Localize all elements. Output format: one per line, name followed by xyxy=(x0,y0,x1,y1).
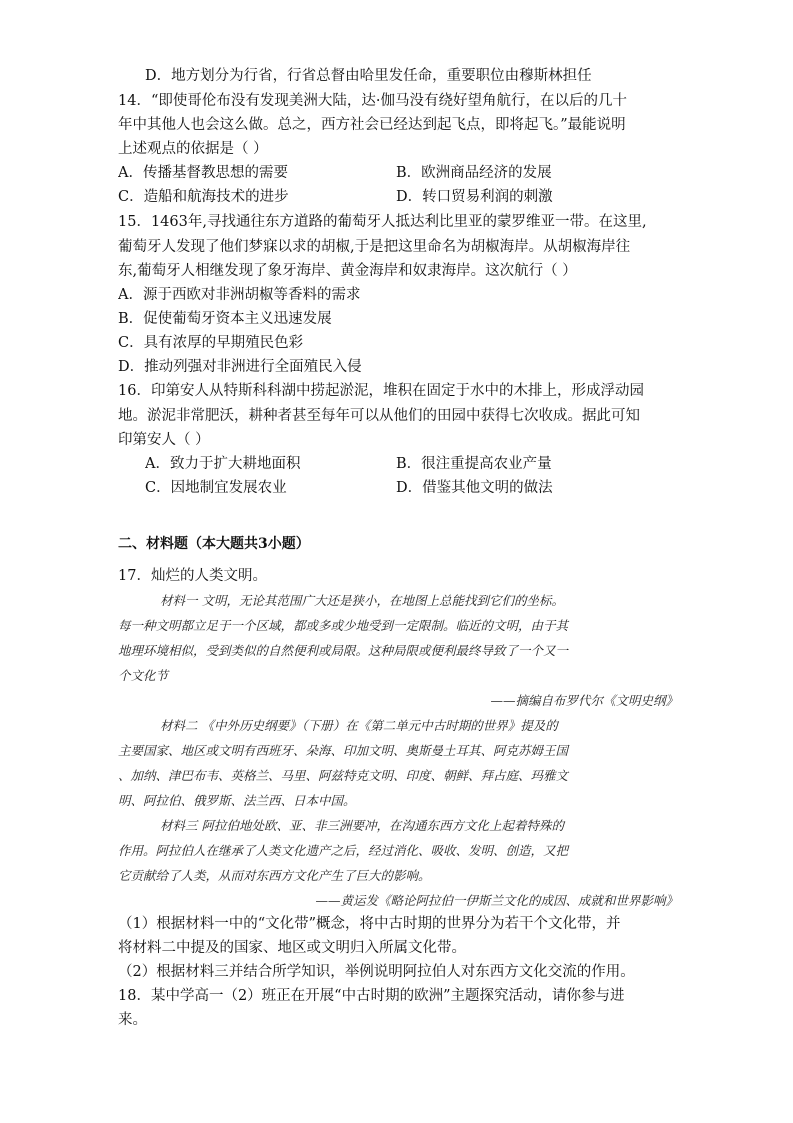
material3-line2: 作用。阿拉伯人在继承了人类文化遗产之后，经过消化、吸收、发明、创造，又把 xyxy=(118,843,569,858)
material2-line4: 明、阿拉伯、俄罗斯、法兰西、日本中国。 xyxy=(118,793,356,808)
q16-option-d: D．借鉴其他文明的做法 xyxy=(396,480,553,496)
q14-option-b: B．欧洲商品经济的发展 xyxy=(396,165,552,181)
q15-option-c: C．具有浓厚的早期殖民色彩 xyxy=(118,335,304,351)
material2-line1: 材料二 《中外历史纲要》（下册）在《第二单元中古时期的世界》提及的 xyxy=(160,718,558,733)
q14-stem-line3: 上述观点的依据是（ ） xyxy=(118,141,268,157)
q16-options-row2 xyxy=(145,476,705,500)
q14-stem-line2: 年中其他人也会这么做。总之，西方社会已经达到起飞点，即将起飞。”最能说明 xyxy=(118,117,626,133)
q18-stem-line2: 来。 xyxy=(118,1012,147,1028)
q15-option-a: A．源于西欧对非洲胡椒等香料的需求 xyxy=(118,287,361,303)
q15-option-d: D．推动列强对非洲进行全面殖民入侵 xyxy=(118,359,362,375)
q17-ask1-line2: 将材料二中提及的国家、地区或文明归入所属文化带。 xyxy=(118,940,466,956)
q15-stem-line1: 15．1463年,寻找通往东方道路的葡萄牙人抵达利比里亚的蒙罗维亚一带。在这里, xyxy=(118,214,647,230)
q14-option-c: C．造船和航海技术的进步 xyxy=(118,189,289,205)
q13-option-d: D．地方划分为行省，行省总督由哈里发任命，重要职位由穆斯林担任 xyxy=(145,68,592,84)
q16-stem-line2: 地。淤泥非常肥沃，耕种者甚至每年可以从他们的田园中获得七次收成。据此可知 xyxy=(118,408,640,424)
q14-options-row1 xyxy=(118,161,678,185)
q16-stem-line3: 印第安人（ ） xyxy=(118,432,210,448)
section-heading: 二、材料题（本大题共3小题） xyxy=(118,536,310,552)
q15-stem-line3: 东,葡萄牙人相继发现了象牙海岸、黄金海岸和奴隶海岸。这次航行（ ） xyxy=(118,263,577,279)
q16-option-c: C．因地制宜发展农业 xyxy=(145,480,287,496)
q16-stem-line1: 16．印第安人从特斯科科湖中捞起淤泥，堆积在固定于水中的木排上，形成浮动园 xyxy=(118,383,644,399)
q17-ask2: （2）根据材料三并结合所学知识，举例说明阿拉伯人对东西方文化交流的作用。 xyxy=(118,964,635,980)
q17-ask1-line1: （1）根据材料一中的“文化带”概念，将中古时期的世界分为若干个文化带，并 xyxy=(118,916,621,932)
q16-option-b: B．很注重提高农业产量 xyxy=(396,456,552,472)
material3-source: ——黄运发《略论阿拉伯一伊斯兰文化的成因、成就和世界影响》 xyxy=(315,893,678,908)
material1-line2: 每一种文明都立足于一个区域，都或多或少地受到一定限制。临近的文明，由于其 xyxy=(118,618,569,633)
q14-stem-line1: 14．“即使哥伦布没有发现美洲大陆，达·伽马没有绕好望角航行，在以后的几十 xyxy=(118,93,627,109)
material2-line2: 主要国家、地区或文明有西班牙、朵海、印加文明、奥斯曼土耳其、阿克苏姆王国 xyxy=(118,743,569,758)
material2-line3: 、加纳、津巴布韦、英格兰、马里、阿兹特克文明、印度、朝鲜、拜占庭、玛雅文 xyxy=(118,768,569,783)
material1-source: ——摘编自布罗代尔《文明史纲》 xyxy=(490,693,678,708)
material1-line1: 材料一 文明，无论其范围广大还是狭小，在地图上总能找到它们的坐标。 xyxy=(160,593,564,608)
q14-option-d: D．转口贸易利润的刺激 xyxy=(396,189,553,205)
material3-line3: 它贡献给了人类，从而对东西方文化产生了巨大的影响。 xyxy=(118,868,431,883)
q16-options-row1 xyxy=(145,452,705,476)
q16-option-a: A．致力于扩大耕地面积 xyxy=(145,456,301,472)
q14-option-a: A．传播基督教思想的需要 xyxy=(118,165,288,181)
q15-stem-line2: 葡萄牙人发现了他们梦寐以求的胡椒,于是把这里命名为胡椒海岸。从胡椒海岸往 xyxy=(118,239,631,255)
q18-stem-line1: 18．某中学高一（2）班正在开展“中古时期的欧洲”主题探究活动，请你参与进 xyxy=(118,988,625,1004)
material1-line4: 个文化节 xyxy=(118,668,169,683)
q15-option-b: B．促使葡萄牙资本主义迅速发展 xyxy=(118,311,332,327)
q17-title: 17．灿烂的人类文明。 xyxy=(118,568,267,584)
q14-options-row2 xyxy=(118,185,678,209)
material3-line1: 材料三 阿拉伯地处欧、亚、非三洲要冲，在沟通东西方文化上起着特殊的 xyxy=(160,818,564,833)
material1-line3: 地理环境相似，受到类似的自然便利或局限。这种局限或便利最终导致了一个又一 xyxy=(118,643,569,658)
